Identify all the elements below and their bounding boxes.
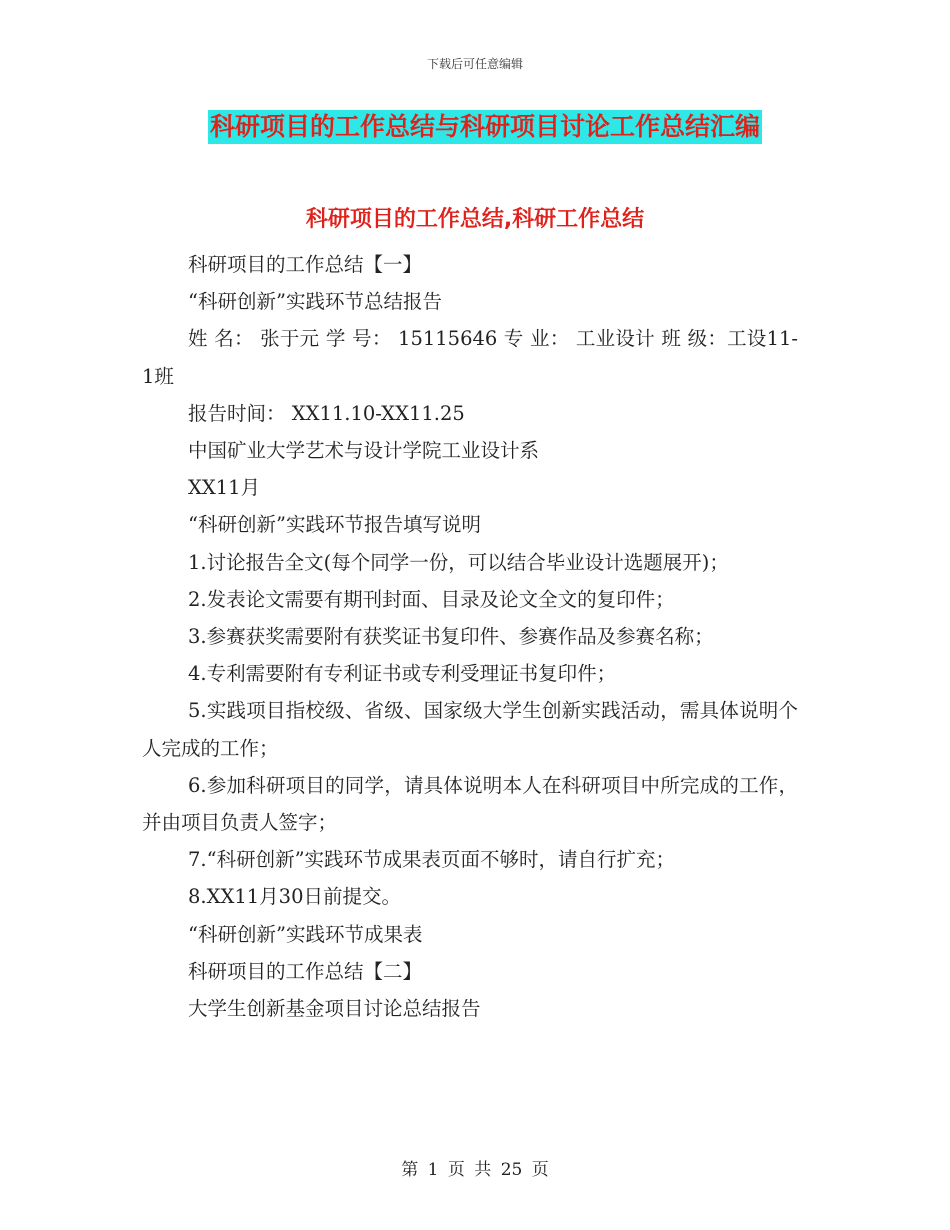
paragraph: 科研项目的工作总结【二】 bbox=[188, 959, 423, 983]
document-subtitle: 科研项目的工作总结,科研工作总结 bbox=[305, 207, 645, 232]
paragraph: “科研创新”实践环节成果表 bbox=[188, 922, 423, 946]
paragraph: 姓 名： 张于元 学 号： 15115646 专 业： 工业设计 班 级：工设11-1班 bbox=[142, 327, 798, 388]
paragraph: 1.讨论报告全文(每个同学一份，可以结合毕业设计选题展开)； bbox=[188, 550, 729, 574]
paragraph: XX11月 bbox=[188, 476, 261, 500]
paragraph: 中国矿业大学艺术与设计学院工业设计系 bbox=[188, 439, 540, 463]
paragraph: 8.XX11月30日前提交。 bbox=[188, 885, 401, 909]
paragraph: 2.发表论文需要有期刊封面、目录及论文全文的复印件； bbox=[188, 587, 675, 611]
paragraph: 6.参加科研项目的同学，请具体说明本人在科研项目中所完成的工作，并由项目负责人签字； bbox=[142, 773, 798, 835]
page-footer: 第 1 页 共 25 页 bbox=[401, 1160, 549, 1180]
paragraph: 3.参赛获奖需要附有获奖证书复印件、参赛作品及参赛名称； bbox=[188, 625, 714, 649]
paragraph: “科研创新”实践环节报告填写说明 bbox=[188, 513, 481, 537]
document-body bbox=[142, 246, 798, 1027]
paragraph: 7.“科研创新”实践环节成果表页面不够时，请自行扩充； bbox=[188, 848, 676, 872]
header-note: 下载后可任意编辑 bbox=[426, 57, 523, 71]
paragraph: 科研项目的工作总结【一】 bbox=[188, 253, 423, 276]
paragraph: “科研创新”实践环节总结报告 bbox=[188, 290, 442, 314]
paragraph: 5.实践项目指校级、省级、国家级大学生创新实践活动，需具体说明个人完成的工作； bbox=[142, 699, 798, 760]
paragraph: 大学生创新基金项目讨论总结报告 bbox=[188, 997, 481, 1021]
paragraph: 报告时间： XX11.10-XX11.25 bbox=[188, 401, 465, 425]
paragraph: 4.专利需要附有专利证书或专利受理证书复印件； bbox=[188, 662, 617, 686]
document-title: 科研项目的工作总结与科研项目讨论工作总结汇编 bbox=[208, 110, 762, 144]
